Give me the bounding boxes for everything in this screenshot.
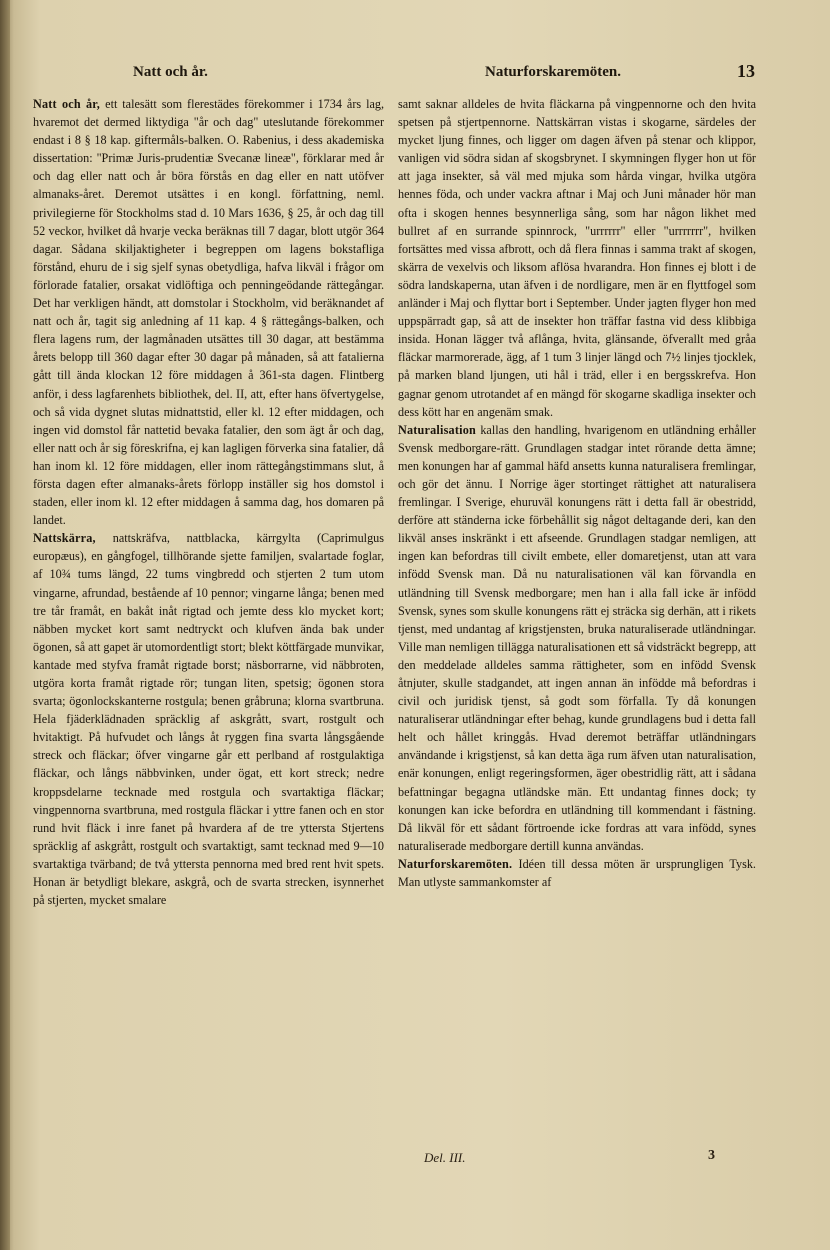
header-left-keyword: Natt och år. (133, 64, 208, 80)
entry-lemma: Naturforskaremöten. (398, 856, 519, 871)
entry (33, 529, 384, 909)
right-column (398, 95, 756, 891)
volume-label: Del. III. (424, 1150, 466, 1165)
entry-text: nattskräfva, nattblacka, kärrgylta (Caprimulgus europæus), en gångfogel, tillhörande sjette familjen, svalartade foglar, af 10¾ tums längd, 22 tums vingbredd och stjerten 2 tum utom vingarne, afrundad, bestående af 10 pennor; vingarne långa; benen med tre tår framåt, en bakåt inåt rigtad och jemte dess klo mycket kort; näbben mycket kort samt nedtryckt och klufven ända bak under ögonen, så att gapet är utomordentligt stort; blekt köttfärgade munvikar, kantade med styfva framåt rigtade borst; näsborrarne, vid näbbroten, utgöra korta framåt rigtade rör; tungan liten, spetsig; ögonen stora svarta; ögonlockskanterne rostgula; benen gråbruna; klorna svartbruna. Hela fjäderklädnaden spräcklig af askgrått, svart, rostgult och hvitaktigt. På hufvudet och långs åt ryggen fina svarta långsgående streck och fläckar; öfver vingarne går ett perlband af rostgulaktiga fläckar, och långs näbbvinken, under ögat, ett kort streck; nedre kroppsdelarne tecknade med rostgula och svartaktiga fläckar; vingpennorna svartbruna, med rostgula fläckar i yttre fanen och en stor rund hvit fläck i inre fanet på hvardera af de tre yttersta Stjertens spräcklig af askgrått, rostgult och svartaktigt, samt tecknad med 9—10 svartaktiga tvärband; de två yttersta pennorna med bred rent hvit spets. Honan är betydligt blekare, askgrå, och de svarta strecken, isynnerhet på stjerten, mycket smalare (33, 531, 384, 908)
page-gutter (0, 0, 10, 1250)
entry-text: kallas den handling, hvarigenom en utländning erhåller Svensk medborgare-rätt. Grundlagen stadgar intet rörande detta ämne; men konungen har af gammal häfd ansetts kunna naturalisera fremlingar, och gör det ännu. I Norrige äger stortinget rättighet att naturalisera fremlingar. I Sverige, ehuruväl konungens rätt i detta fall är obestridd, derföre att ständerna icke förbehållit sig något deltagande deri, kan den likväl anses inskränkt i ett afseende. Grundlagen stadgar nemligen, att ingen kan befordras till civilt embete, eller domaretjenst, utan att vara infödd Svensk man. Då nu naturalisationen väl kan förvandla en utländning till Svensk medborgare; men han i alla fall icke är infödd Svensk, synes som skulle konungens rätt ej sträcka sig derhän, att i rikets tjenst, med undantag af krigstjensten, bruka naturaliserade utländningar. Ville man nemligen tillägga naturalisationen ett så vidsträckt begrepp, att den meddelade alldeles samma rättigheter, som en infödd Svensk åtnjuter, skulle stadgandet, att ingen annan än infödde må befordras i civil och juridisk tjenst, så godt som förfalla. Ty då konungen naturaliserar utländningar efter behag, kunde grundlagens bud i detta fall helt och hållet kringgås. Hvad deremot beträffar utländningars användande i krigstjenst, så kan detta äga rum äfven utan naturalisation, enär konungen, enligt regeringsformen, äger obestridlig rätt, att i sådana befattningar begagna utländske män. Ett undantag finnes dock; ty konungen kan icke befordra en utländning till kommendant i fästning. Då likväl för ett sådant förtroende icke fordras att vara infödd, synes naturaliserade medborgare dertill kunna användas. (398, 422, 756, 853)
entry (398, 421, 756, 855)
entry-text: ett talesätt som flerestädes förekommer i 1734 års lag, hvaremot det dermed liktydiga "år och dag" uteslutande förekommer endast i 8 § 18 kap. giftermåls-balken. O. Rabenius, i dess akademiska dissertation: "Primæ Juris-prudentiæ Svecanæ lineæ", förklarar med år och dag eller natt och år böra förstås en dag eller en natt utöfver almanaks-året. Deremot utsättes i en kongl. författning, neml. privilegierne för Stockholms stad d. 10 Mars 1636, § 25, år och dag till 52 veckor, hvilket då hvarje vecka beräknas till 7 dagar, blott utgör 364 dagar. Sådana skiljaktigheter i begreppen om lagens bokstafliga förstånd, ehuru de i sig sjelf synas obetydliga, hafva likväl i frågor om förlorade fatalier, orsakat vidlöftiga och penningeödande rättegångar. Det har verkligen händt, att domstolar i Stockholm, vid beräknandet af natt och år, tagit sig anledning af 11 kap. 4 § rättegångs-balken, och flera lagens rum, der lagmånaden utsättes till 30 dagar, att bestämma årets belopp till 360 dagar efter 30 dagar på månaden, så att fatalierna gått till ända klockan 12 före middagen å 361-sta dagen. Flintberg anför, i dess lagfarenhets bibliothek, del. II, att, efter hans öfvertygelse, och så vida dygnet slutas midnattstid, eller kl. 12 efter middagen, och ingen vid domstol får nattetid bevaka fatalier, den som ägt år och dag, eller natt och år sig föreskrifna, ej kan lagligen förverka sina fatalier, då han inom kl. 12 före middagen, eller inom rättegångstimmans slut, å första dagen efter almanaks-årets förlopp inställer sig hos domstol i staden, eller inom kl. 12 efter middagen å samma dag, hos domaren på landet. (33, 97, 385, 528)
entry-text: Idéen till dessa möten är ursprungligen Tysk. Man utlyste sammankomster af (398, 856, 756, 890)
running-header (30, 61, 755, 86)
signature-mark: 3 (708, 1148, 715, 1163)
entry-continuation (398, 95, 756, 421)
entry (398, 855, 756, 891)
entry-text: samt saknar alldeles de hvita fläckarna på vingpennorne och den hvita spetsen på stjertpennorne. Nattskärran vistas i skogarne, särdeles der mycket ljung finnes, och ligger om dagen äfven på stenar och klippor, vanligen vid södra sidan af skogsbrynet. I skymningen flyger hon ut för att jaga insekter, så väl med mjuka som hårda vingar, hvilka utgöra hennes föda, och under vackra aftnar i Maj och Juni månader hör man ofta i skogen hennes besynnerliga sång, som har någon likhet med bullret af en surrande spinnrock, "urrrrrr" eller "urrrrrrr", hvilken fortsättes med vissa afbrott, och då flera finnas i samma trakt af skogen, skärra de vexelvis och liksom aflösa hvarandra. Hon finnes ej blott i de södra landskaperna, utan äfven i de nordligare, men är en flyttfogel som anländer i Maj och flyttar bort i September. Under jagten flyger hon med uppspärradt gap, så att de insekter hon träffar fastna vid dess klibbiga insida. Honan lägger två aflånga, hvita, glänsande, öfverallt med gråa fläckar marmorerade, ägg, af 1 tum 3 linjer längd och 7½ linjes tjocklek, på marken bland ljungen, uti hål i träd, eller i en bergsskrefva. Hon gagnar genom utrotandet af en mängd för skogarne skadliga insekter och dess kött har en angenäm smak. (398, 97, 756, 419)
entry (33, 95, 384, 529)
page-number: 13 (737, 61, 755, 81)
entry-lemma: Natt och år, (33, 97, 106, 111)
entry-lemma: Nattskärra, (33, 531, 113, 546)
entry-lemma: Naturalisation (398, 422, 481, 437)
header-right-keyword: Naturforskaremöten. (485, 64, 621, 80)
left-column (33, 95, 384, 909)
